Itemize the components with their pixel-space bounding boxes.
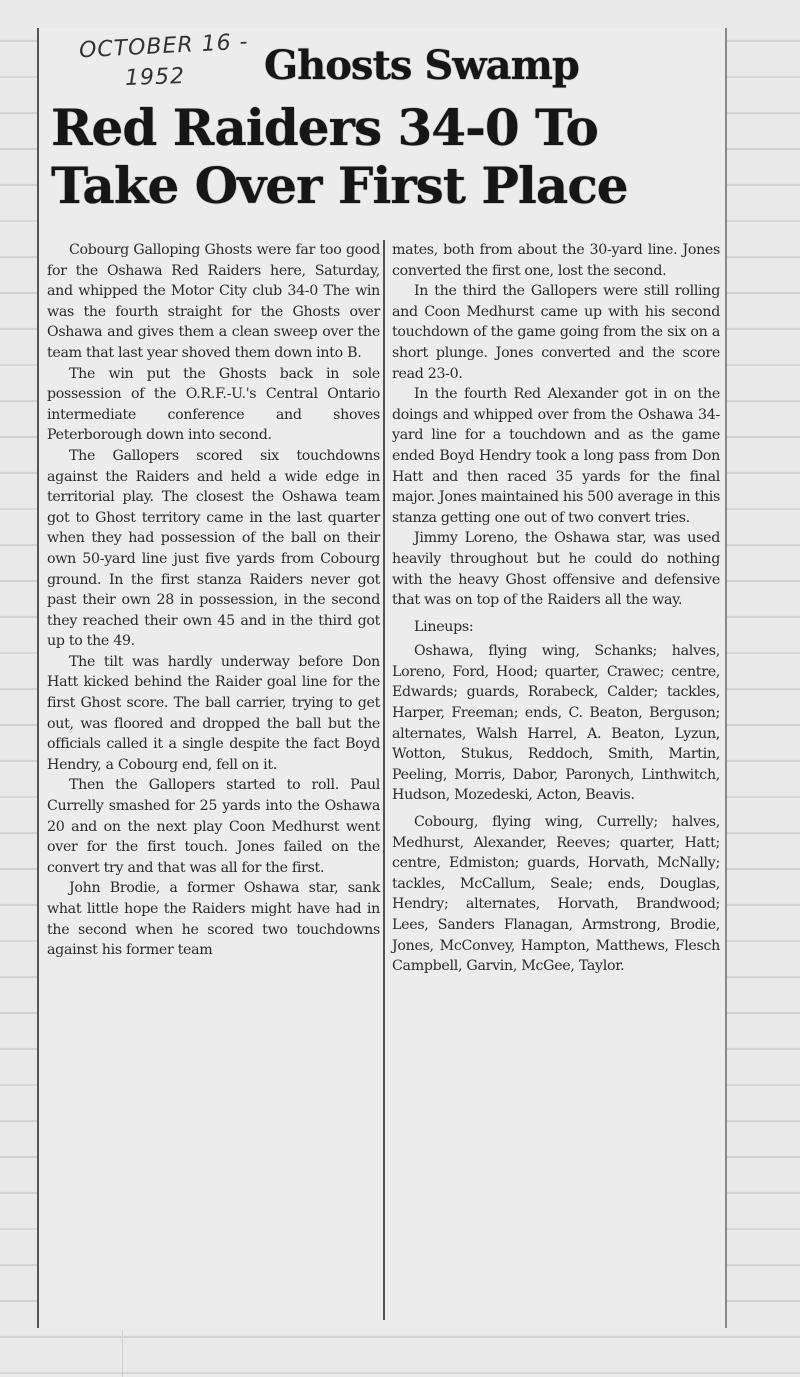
- paragraph: Cobourg Galloping Ghosts were far too good for the Oshawa Red Raiders here, Saturday, and whipped the Motor City club 34-0 The win was the fourth straight for the Ghosts over Oshawa and gives them a clean sweep over the team that last year shoved them down into B.: [47, 242, 380, 361]
- paragraph: The tilt was hardly underway before Don Hatt kicked behind the Raider goal line for the first Ghost score. The ball carrier, trying to get out, was floored and dropped the ball but the officials called it a single despite the fact Boyd Hendry, a Cobourg end, fell on it.: [47, 653, 380, 773]
- headline-line3: Take Over First Place: [51, 156, 628, 215]
- paragraph: John Brodie, a former Oshawa star, sank what little hope the Raiders might have had in the second when he scored two touchdowns against his former team: [47, 880, 380, 959]
- handwritten-date-year: 1952: [124, 63, 186, 92]
- column-divider: [383, 240, 385, 1320]
- headline-line2: Red Raiders 34-0 To: [51, 98, 598, 157]
- notebook-margin-line: [122, 1330, 123, 1377]
- paragraph: In the third the Gallopers were still rolling and Coon Medhurst came up with his second touchdown of the game going from the six on a short plunge. Jones converted and the score read 23-0.: [392, 283, 720, 382]
- lineup-oshawa: Oshawa, flying wing, Schanks; halves, Loreno, Ford, Hood; quarter, Crawec; centre, Edwards; guards, Rorabeck, Calder; tackles, Harper, Freeman; ends, C. Beaton, Berguson; alternates, Walsh Harrel, A. Beaton, Lyzun, Wotton, Stukus, Reddoch, Smith, Martin, Peeling, Morris, Dabor, Paronych, Linthwitch, Hudson, Mozedeski, Acton, Beavis.: [392, 643, 720, 804]
- headline-line1: Ghosts Swamp: [264, 42, 579, 89]
- newspaper-clipping: [37, 28, 727, 1328]
- paragraph: Jimmy Loreno, the Oshawa star, was used heavily throughout but he could do nothing with the heavy Ghost offensive and defensive that was on top of the Raiders all the way.: [392, 530, 720, 609]
- paragraph: mates, both from about the 30-yard line. Jones converted the first one, lost the second.: [392, 242, 720, 279]
- handwritten-date-line1: OCTOBER 16 -: [78, 29, 250, 64]
- paragraph: Then the Gallopers started to roll. Paul Currelly smashed for 25 yards into the Oshawa 20 and on the next play Coon Medhurst went over for the first touch. Jones failed on the convert try and that was all for the first.: [47, 777, 380, 876]
- paragraph: The Gallopers scored six touchdowns against the Raiders and held a wide edge in territorial play. The closest the Oshawa team got to Ghost territory came in the last quarter when they had possession of the ball on their own 50-yard line just five yards from Cobourg ground. In the first stanza Raiders never got past their own 28 in possession, in the second they reached their own 45 and in the third got up to the 49.: [47, 447, 380, 650]
- lineup-cobourg: Cobourg, flying wing, Currelly; halves, Medhurst, Alexander, Reeves; quarter, Hatt; centre, Edmiston; guards, Horvath, McNally; tackles, McCallum, Seale; ends, Douglas, Hendry; alternates, Horvath, Brandwood; Lees, Sanders Flanagan, Armstrong, Brodie, Jones, McConvey, Hampton, Matthews, Flesch Campbell, Garvin, McGee, Taylor.: [392, 814, 720, 975]
- article-column-right: [392, 240, 720, 977]
- lineups-heading: Lineups:: [414, 618, 474, 635]
- article-column-left: [47, 240, 380, 961]
- paragraph: The win put the Ghosts back in sole possession of the O.R.F.-U.'s Central Ontario intermediate conference and shoves Peterborough down into second.: [47, 365, 380, 444]
- paragraph: In the fourth Red Alexander got in on the doings and whipped over from the Oshawa 34-yard line for a touchdown and as the game ended Boyd Hendry took a long pass from Don Hatt and then raced 35 yards for the final major. Jones maintained his 500 average in this stanza getting one out of two convert tries.: [392, 386, 720, 526]
